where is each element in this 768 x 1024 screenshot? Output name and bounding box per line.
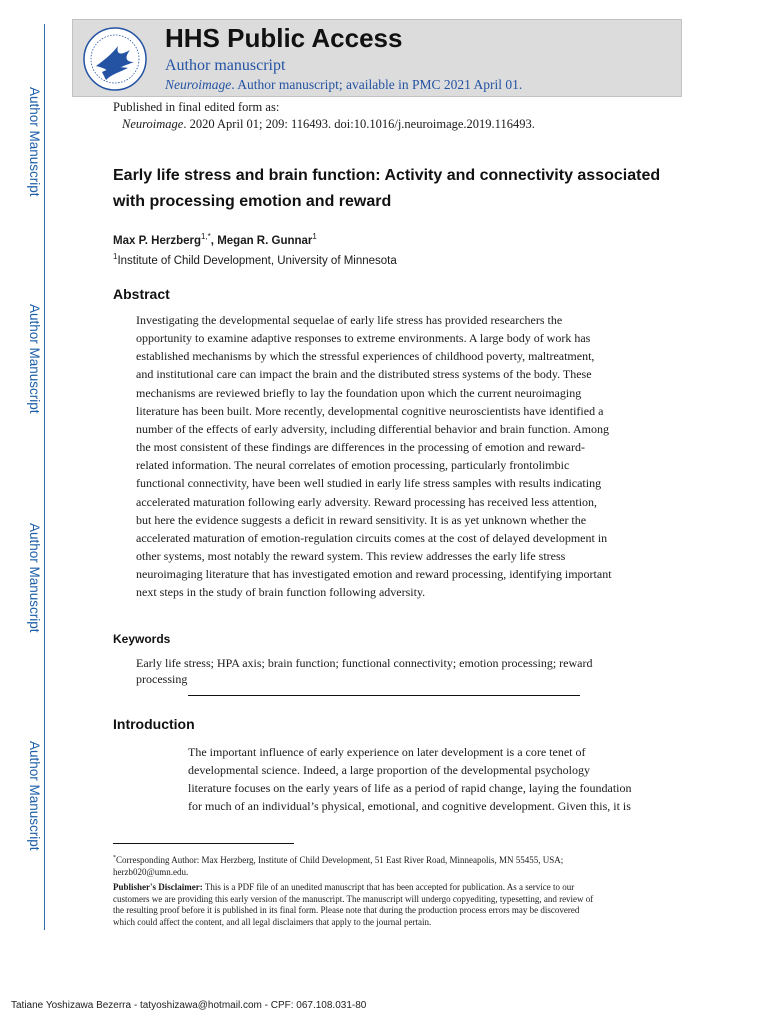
text-line: opportunity to examine adaptive responses to extreme environments. A large body of work has xyxy=(136,331,591,346)
header-subtitle: Author manuscript xyxy=(165,57,286,74)
header-title: HHS Public Access xyxy=(165,23,403,53)
text-line: other systems, most notably the reward system. This review addresses the early life stress xyxy=(136,549,566,564)
author-name: Megan R. Gunnar xyxy=(217,234,313,247)
header-journal-line xyxy=(165,77,522,93)
text-line: processing xyxy=(136,672,188,686)
text-line: Early life stress; HPA axis; brain function; functional connectivity; emotion processing; reward xyxy=(136,656,593,670)
text-line: herzb020@umn.edu. xyxy=(113,866,189,877)
author-name: Max P. Herzberg xyxy=(113,234,201,247)
footnote-text: Corresponding Author: Max Herzberg, Institute of Child Development, 51 East River Road, Minneapolis, MN 55455, USA; xyxy=(116,855,564,865)
journal-name: Neuroimage xyxy=(165,77,232,92)
citation-details: . 2020 April 01; 209: 116493. doi:10.1016/j.neuroimage.2019.116493. xyxy=(183,117,535,131)
article-title: Early life stress and brain function: Activity and connectivity associated with processing emotion and reward xyxy=(113,167,661,210)
download-watermark: Tatiane Yoshizawa Bezerra - tatyoshizawa@hotmail.com - CPF: 067.108.031-80 xyxy=(11,1000,367,1011)
side-label-author-manuscript: Author Manuscript xyxy=(27,304,42,414)
text-line: neuroimaging literature that has investigated emotion and reward processing, identifying important xyxy=(136,567,612,582)
abstract-heading: Abstract xyxy=(113,286,170,302)
text-line: developmental science. Indeed, a large proportion of the developmental psychology xyxy=(188,763,590,777)
citation-journal: Neuroimage xyxy=(122,117,184,131)
side-label-author-manuscript: Author Manuscript xyxy=(27,523,42,633)
author-affiliation-marker: 1,* xyxy=(201,232,211,241)
text-line: but here the evidence suggests a deficit in reward sensitivity. It is as yet unknown whether the xyxy=(136,512,587,527)
availability-text: . Author manuscript; available in PMC 2021 April 01. xyxy=(231,77,523,92)
text-line: the resulting proof before it is published in its final form. Please note that during the production process errors may be discovered xyxy=(113,905,580,915)
footnote-marker: * xyxy=(113,855,116,861)
abstract-body xyxy=(136,311,636,602)
citation-line xyxy=(122,117,535,132)
text-line: Investigating the developmental sequelae of early life stress has provided researchers the xyxy=(136,313,563,327)
text-line: next steps in the study of brain function following adversity. xyxy=(136,585,426,600)
introduction-heading: Introduction xyxy=(113,716,195,732)
published-label: Published in final edited form as: xyxy=(113,100,280,114)
text-line: for much of an individual’s physical, emotional, and cognitive development. Given this, it is xyxy=(188,799,631,813)
text-line: accelerated maturation of emotion-regulation circuits comes at the cost of delayed development in xyxy=(136,530,608,545)
text-line: literature has been built. More recently, developmental cognitive neuroscientists have identified a xyxy=(136,403,604,418)
text-line: number of the effects of early adversity, including differential behavior and brain function. Among xyxy=(136,421,609,436)
footnote-rule xyxy=(113,843,294,844)
disclaimer-label: Publisher's Disclaimer: xyxy=(113,882,203,892)
text-line: established mechanisms by which the stressful experiences of childhood poverty, maltreatment, xyxy=(136,349,595,364)
text-line xyxy=(113,853,653,867)
text-line: the most consistent of these findings are differences in the processing of emotion and reward- xyxy=(136,440,585,455)
text-line: mechanisms are reviewed briefly to lay the foundation upon which the current neuroimaging xyxy=(136,385,582,400)
author-list xyxy=(113,232,317,247)
side-label-author-manuscript: Author Manuscript xyxy=(27,87,42,197)
text-line: functional connectivity, have been well studied in early life stress samples with results indicating xyxy=(136,476,602,491)
text-line: which could affect the content, and all legal disclaimers that apply to the journal pertain. xyxy=(113,916,432,927)
introduction-body xyxy=(188,743,668,815)
text-line: The important influence of early experience on later development is a core tenet of xyxy=(188,745,586,759)
text-line: related information. The neural correlates of emotion processing, particularly frontolimbic xyxy=(136,458,570,473)
disclaimer-text: This is a PDF file of an unedited manuscript that has been accepted for publication. As a service to our xyxy=(202,882,575,892)
section-divider xyxy=(188,695,580,696)
hhs-header xyxy=(72,19,682,97)
corresponding-author-footnote xyxy=(113,853,653,878)
text-line xyxy=(113,882,653,894)
affiliation xyxy=(113,252,397,267)
text-line: customers we are providing this early version of the manuscript. The manuscript will undergo copyediting, typesetting, and review of xyxy=(113,893,594,904)
author-separator: , xyxy=(210,234,218,247)
text-line: accelerated maturation following early adversity. Reward processing has received less attention, xyxy=(136,494,598,509)
publisher-disclaimer xyxy=(113,882,653,928)
text-line: and institutional care can impact the brain and the distributed stress systems of the body. These xyxy=(136,367,592,382)
text-line: literature focuses on the early years of life as a period of rapid change, laying the foundation xyxy=(188,781,632,795)
margin-rule xyxy=(44,24,45,930)
keywords-body xyxy=(136,655,636,687)
hhs-eagle-seal-icon xyxy=(82,26,148,92)
side-label-author-manuscript: Author Manuscript xyxy=(27,741,42,851)
affiliation-marker: 1 xyxy=(113,252,118,261)
keywords-heading: Keywords xyxy=(113,632,171,646)
affiliation-text: Institute of Child Development, University of Minnesota xyxy=(117,254,397,267)
author-affiliation-marker: 1 xyxy=(312,232,317,241)
